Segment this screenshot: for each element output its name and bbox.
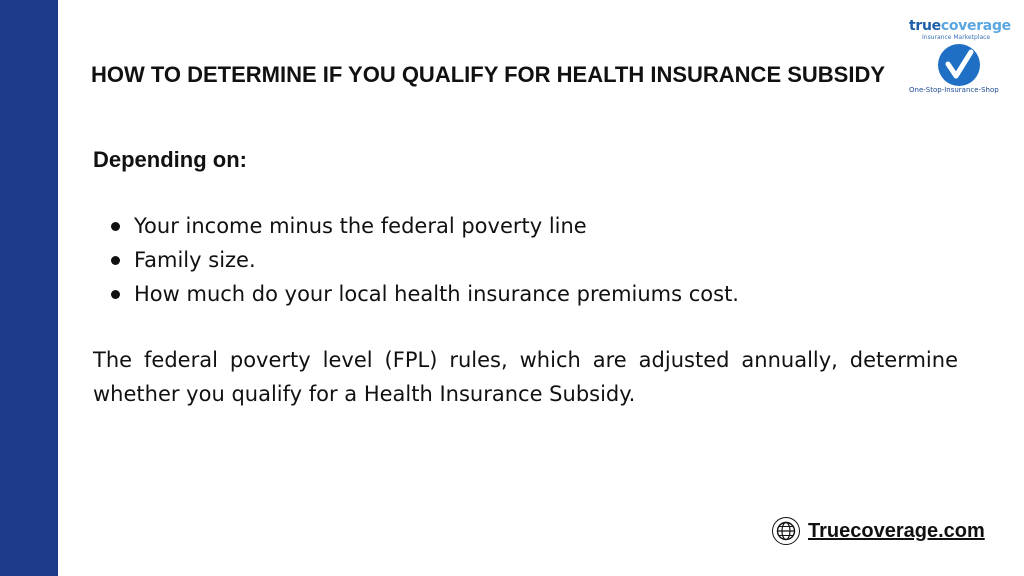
checkmark-logo-icon (937, 43, 981, 87)
bullet-item (93, 209, 739, 243)
globe-icon (772, 517, 800, 545)
bullet-item (93, 277, 739, 311)
slide-title: HOW TO DETERMINE IF YOU QUALIFY FOR HEALTH INSURANCE SUBSIDY (90, 62, 886, 87)
bullet-dot (111, 222, 120, 231)
logo-subtitle: Insurance Marketplace (922, 34, 991, 41)
bullet-item (93, 243, 739, 277)
bullet-list (93, 209, 739, 311)
website-link-text[interactable]: Truecoverage.com (808, 519, 985, 542)
logo-tagline: One-Stop-Insurance-Shop (909, 86, 999, 94)
website-link[interactable] (772, 517, 985, 545)
bullet-dot (111, 256, 120, 265)
logo-word-coverage: coverage (940, 18, 1011, 34)
subheading: Depending on: (93, 147, 247, 172)
body-paragraph: The federal poverty level (FPL) rules, which are adjusted annually, determine whether you qualify for a Health Insurance Subsidy. (93, 348, 958, 406)
bullet-text: Family size. (134, 248, 256, 272)
logo-wordmark (909, 18, 1011, 34)
bullet-text: How much do your local health insurance premiums cost. (134, 282, 739, 306)
left-accent-bar (0, 0, 58, 576)
truecoverage-logo[interactable] (905, 16, 1015, 96)
bullet-text: Your income minus the federal poverty line (134, 214, 587, 238)
bullet-dot (111, 290, 120, 299)
logo-word-true: true (909, 18, 941, 34)
